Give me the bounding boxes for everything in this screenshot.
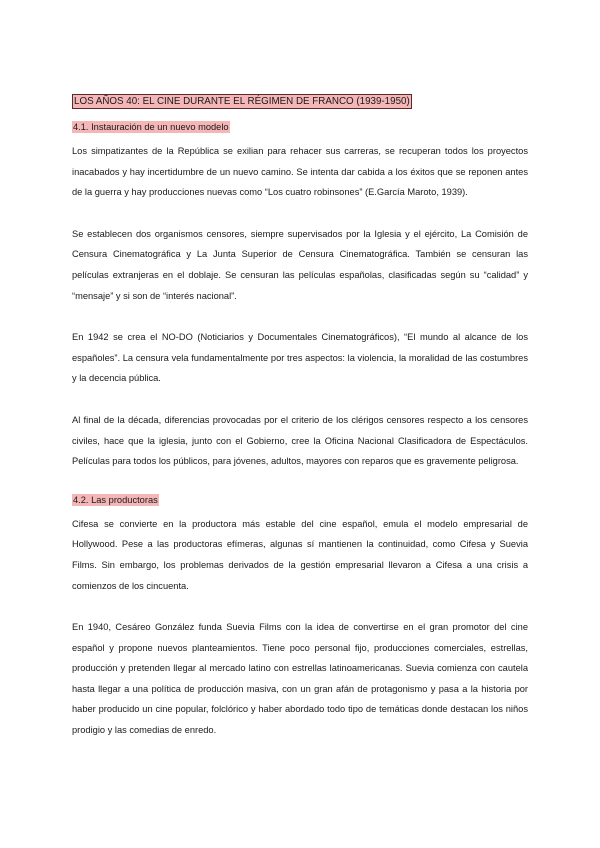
paragraph: Se establecen dos organismos censores, siempre supervisados por la Iglesia y el ejército, La Comisión de Censura Cinematográfica y La Junta Superior de Censura Cinematográfica. También se censuran las películas extranjeras en el doblaje. Se censuran las películas españolas, clasificadas según su “calidad” y “mensaje” y si son de “interés nacional”. [72, 228, 528, 301]
section-heading-instauracion: 4.1. Instauración de un nuevo modelo [73, 122, 229, 132]
paragraph: En 1942 se crea el NO-DO (Noticiarios y Documentales Cinematográficos), “El mundo al alcance de los españoles”. La censura vela fundamentalmente por tres aspectos: la violencia, la moralidad de las costumbres y la decencia pública. [72, 332, 528, 384]
section-heading-productoras: 4.2. Las productoras [73, 494, 158, 505]
paragraph: Los simpatizantes de la República se exilian para rehacer sus carreras, se recuperan todos los proyectos inacabados y hay incertidumbre de un nuevo camino. Se intenta dar cabida a los éxitos que se reponen antes de la guerra y hay producciones nuevas como “Los cuatro robinsones” (E.García Maroto, 1939). [72, 146, 528, 198]
paragraph: En 1940, Cesáreo González funda Suevia Films con la idea de convertirse en el gran promotor del cine español y propone nuevos planteamientos. Tiene poco personal fijo, producciones comerciales, estrellas, producción y pretenden llegar al mercado latino con estrellas latinoamericanas. Suevia comienza con cautela hasta llegar a una política de producción masiva, con un gran afán de protagonismo y pasa a la historia por haber producido un cine popular, folclórico y haber abordado todo tipo de temáticas donde destacan los niños prodigio y las comedias de enredo. [72, 622, 528, 736]
document-body [72, 93, 528, 741]
document-title: LOS AÑOS 40: EL CINE DURANTE EL RÉGIMEN DE FRANCO (1939-1950) [74, 96, 410, 107]
paragraph: Cifesa se convierte en la productora más estable del cine español, emula el modelo empresarial de Hollywood. Pese a las productoras efímeras, algunas sí mantienen la continuidad, como Cifesa y Suevia Films. Sin embargo, los problemas derivados de la gestión empresarial llevaron a Cifesa a una crisis a comienzos de los cincuenta. [72, 518, 528, 591]
paragraph: Al final de la década, diferencias provocadas por el criterio de los clérigos censores respecto a los censores civiles, hace que la iglesia, junto con el Gobierno, cree la Oficina Nacional Clasificadora de Espectáculos. Películas para todos los públicos, para jóvenes, adultos, mayores con reparos que es gravemente peligrosa. [72, 414, 528, 467]
